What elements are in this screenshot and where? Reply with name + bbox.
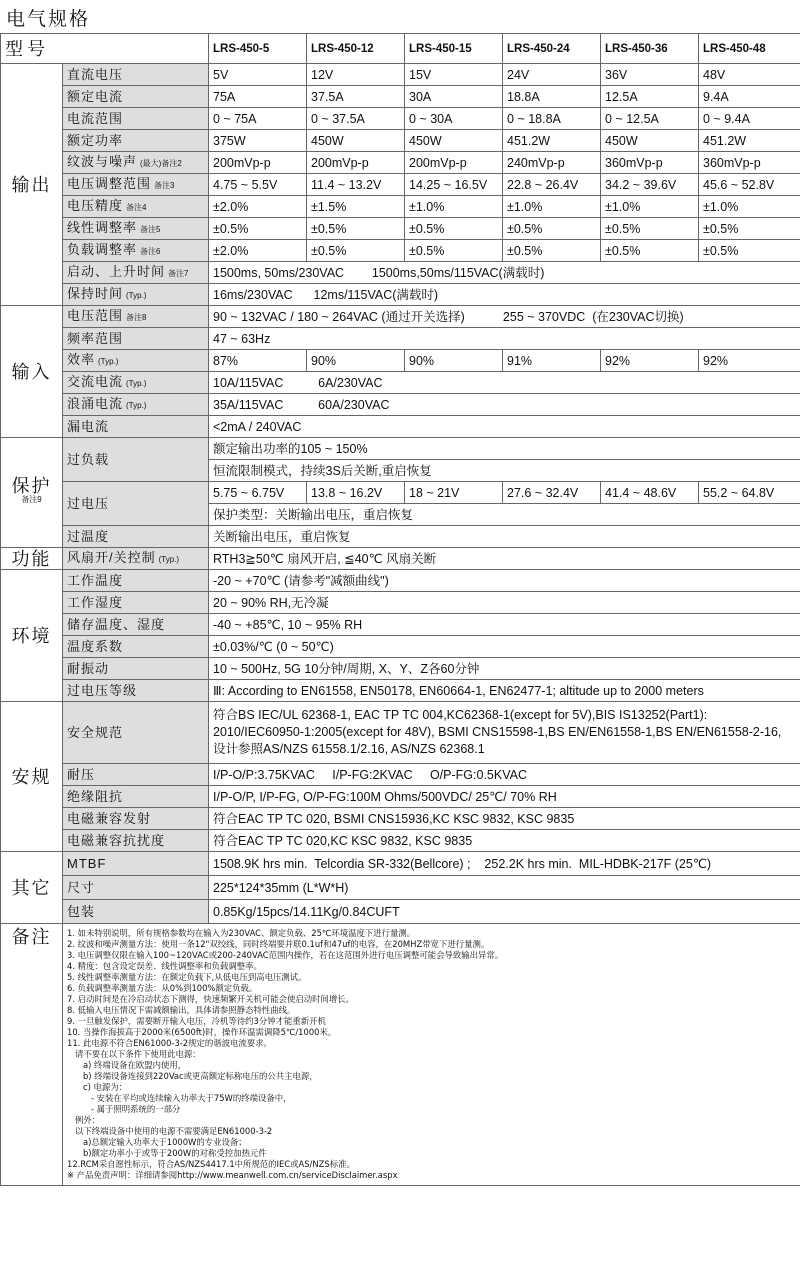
spec-value: 9.4A xyxy=(699,86,800,108)
spec-value: 16ms/230VAC 12ms/115VAC(满载时) xyxy=(209,284,800,306)
spec-row xyxy=(1,808,800,830)
param-label: 绝缘阻抗 xyxy=(63,786,209,808)
spec-value: 0 ~ 30A xyxy=(405,108,503,130)
spec-row xyxy=(1,152,800,174)
spec-row xyxy=(1,702,800,764)
param-label: 频率范围 xyxy=(63,328,209,350)
spec-value: 200mVp-p xyxy=(405,152,503,174)
spec-value: I/P-O/P, I/P-FG, O/P-FG:100M Ohms/500VDC/ 25℃/ 70% RH xyxy=(209,786,800,808)
spec-value: ±1.0% xyxy=(405,196,503,218)
section-notes: 备注 xyxy=(1,924,63,1186)
spec-value: 4.75 ~ 5.5V xyxy=(209,174,307,196)
spec-value: 20 ~ 90% RH,无冷凝 xyxy=(209,592,800,614)
model-row xyxy=(1,34,800,64)
spec-value: 34.2 ~ 39.6V xyxy=(601,174,699,196)
spec-value: 225*124*35mm (L*W*H) xyxy=(209,876,800,900)
spec-table xyxy=(0,33,800,1186)
spec-value: 92% xyxy=(699,350,800,372)
spec-row xyxy=(1,174,800,196)
spec-value: ±0.5% xyxy=(503,218,601,240)
spec-value: 12V xyxy=(307,64,405,86)
spec-value: ±0.5% xyxy=(699,240,800,262)
spec-value: ±0.5% xyxy=(601,218,699,240)
spec-row xyxy=(1,64,800,86)
spec-value: ±1.0% xyxy=(503,196,601,218)
spec-value: 10A/115VAC 6A/230VAC xyxy=(209,372,800,394)
section-environment: 环境 xyxy=(1,570,63,702)
spec-value: 关断输出电压，重启恢复 xyxy=(209,526,800,548)
spec-value: 450W xyxy=(601,130,699,152)
spec-value: ±2.0% xyxy=(209,240,307,262)
spec-value: 91% xyxy=(503,350,601,372)
spec-value: 36V xyxy=(601,64,699,86)
spec-value: 92% xyxy=(601,350,699,372)
param-label: 直流电压 xyxy=(63,64,209,86)
standards-line: 设计参照AS/NZS 61558.1/2.16, AS/NZS 62368.1 xyxy=(213,742,485,756)
spec-value: <2mA / 240VAC xyxy=(209,416,800,438)
spec-row xyxy=(1,482,800,504)
spec-value: 87% xyxy=(209,350,307,372)
param-label: 纹波与噪声 (最大)备注2 xyxy=(63,152,209,174)
spec-value: 90% xyxy=(307,350,405,372)
notes-text: 1. 如未特别说明，所有规格参数均在输入为230VAC、额定负载、25℃环境温度下进行量测。 2. 纹波和噪声测量方法：使用一条12"双绞线，同时终端要并联0.1uf和47uf的电容，在20MHZ带宽下进行量测。 3. 电压调整仅限在输入100~120VAC或200-240VAC范围内操作，若在这范围外进行电压调整可能会导致输出异常。 4. 精度：包含设定误差、线性调整率和负载调整率。 5. 线性调整率测量方法：在额定负载下,从低电压到高电压测试。 6. 负载调整率测量方法：从0%到100%额定负载。 7. 启动时间是在冷启动状态下测得，快速频繁开关机可能会使启动时间增长。 8. 低输入电压情况下需减额输出，具体请参照静态特性曲线。 9. 一旦触发保护，需要断开输入电压，冷机等待约3分钟才能重新开机 10. 当操作海拔高于2000米(6500ft)时，操作环温需调降5℃/1000米。 11. 此电源不符合EN61000-3-2规定的谐波电流要求。 请不要在以下条件下使用此电源： a) 终端设备在欧盟内使用， b) 终端设备连接到220Vac或更高额定标称电压的公共主电源， c) 电源为： - 安装在平均或连续输入功率大于75W的终端设备中， - 属于照明系统的一部分 例外： 以下终端设备中使用的电源不需要满足EN61000-3-2 a)总额定输入功率大于1000W的专业设备； b)额定功率小于或等于200W的对称受控加热元件 12.RCM采自愿性标示，符合AS/NZS4417.1中所规范的IEC或AS/NZS标准。 ※ 产品免责声明：详细请参阅http://www.meanwell.com.cn/serviceDisclaimer.aspx xyxy=(63,924,800,1186)
spec-value: ±0.5% xyxy=(405,240,503,262)
spec-value: ±0.5% xyxy=(405,218,503,240)
model-name: LRS-450-15 xyxy=(405,34,503,64)
param-label: 工作湿度 xyxy=(63,592,209,614)
spec-row xyxy=(1,196,800,218)
param-label: 包装 xyxy=(63,900,209,924)
spec-row xyxy=(1,416,800,438)
param-label: 过电压 xyxy=(63,482,209,526)
spec-value: 45.6 ~ 52.8V xyxy=(699,174,800,196)
spec-value: 0 ~ 75A xyxy=(209,108,307,130)
param-label: 电流范围 xyxy=(63,108,209,130)
spec-row xyxy=(1,852,800,876)
param-label: 电压精度 备注4 xyxy=(63,196,209,218)
param-label: 电压调整范围 备注3 xyxy=(63,174,209,196)
spec-value: ±2.0% xyxy=(209,196,307,218)
spec-value: 37.5A xyxy=(307,86,405,108)
spec-value: 451.2W xyxy=(503,130,601,152)
spec-value: 240mVp-p xyxy=(503,152,601,174)
param-label: 温度系数 xyxy=(63,636,209,658)
param-label: 启动、上升时间 备注7 xyxy=(63,262,209,284)
spec-value: ±0.5% xyxy=(307,218,405,240)
param-label: 耐压 xyxy=(63,764,209,786)
spec-value: 额定输出功率的105 ~ 150% xyxy=(209,438,800,460)
spec-value: 200mVp-p xyxy=(307,152,405,174)
spec-value: 48V xyxy=(699,64,800,86)
spec-value: 30A xyxy=(405,86,503,108)
param-label: 线性调整率 备注5 xyxy=(63,218,209,240)
spec-row xyxy=(1,130,800,152)
spec-value: 5.75 ~ 6.75V xyxy=(209,482,307,504)
spec-value: 18 ~ 21V xyxy=(405,482,503,504)
spec-value: 13.8 ~ 16.2V xyxy=(307,482,405,504)
section-protection: 保护 备注9 xyxy=(1,438,63,548)
spec-row xyxy=(1,786,800,808)
spec-value: 360mVp-p xyxy=(699,152,800,174)
spec-value: 14.25 ~ 16.5V xyxy=(405,174,503,196)
spec-row xyxy=(1,680,800,702)
param-label: 尺寸 xyxy=(63,876,209,900)
spec-row xyxy=(1,262,800,284)
spec-value: 360mVp-p xyxy=(601,152,699,174)
model-name: LRS-450-12 xyxy=(307,34,405,64)
spec-value: 18.8A xyxy=(503,86,601,108)
spec-row xyxy=(1,108,800,130)
spec-value: 符合EAC TP TC 020,KC KSC 9832, KSC 9835 xyxy=(209,830,800,852)
spec-row xyxy=(1,658,800,680)
spec-value: 0 ~ 12.5A xyxy=(601,108,699,130)
spec-row xyxy=(1,764,800,786)
param-label: 储存温度、湿度 xyxy=(63,614,209,636)
param-label: 电磁兼容发射 xyxy=(63,808,209,830)
spec-row xyxy=(1,830,800,852)
spec-row xyxy=(1,350,800,372)
spec-value: 75A xyxy=(209,86,307,108)
spec-value: 15V xyxy=(405,64,503,86)
section-function: 功能 xyxy=(1,548,63,570)
spec-row xyxy=(1,394,800,416)
spec-value: 保护类型：关断输出电压，重启恢复 xyxy=(209,504,800,526)
spec-value: ±0.03%/℃ (0 ~ 50℃) xyxy=(209,636,800,658)
spec-value: 90 ~ 132VAC / 180 ~ 264VAC (通过开关选择) 255 ~ 370VDC (在230VAC切换) xyxy=(209,306,800,328)
spec-value: -40 ~ +85℃, 10 ~ 95% RH xyxy=(209,614,800,636)
spec-value: 0 ~ 9.4A xyxy=(699,108,800,130)
spec-row xyxy=(1,328,800,350)
spec-value: Ⅲ: According to EN61558, EN50178, EN60664-1, EN62477-1; altitude up to 2000 meters xyxy=(209,680,800,702)
spec-value: I/P-O/P:3.75KVAC I/P-FG:2KVAC O/P-FG:0.5KVAC xyxy=(209,764,800,786)
spec-row xyxy=(1,438,800,460)
spec-row xyxy=(1,372,800,394)
model-name: LRS-450-5 xyxy=(209,34,307,64)
spec-value: 1500ms, 50ms/230VAC 1500ms,50ms/115VAC(满载时) xyxy=(209,262,800,284)
spec-row xyxy=(1,876,800,900)
param-label: MTBF xyxy=(63,852,209,876)
spec-value: 375W xyxy=(209,130,307,152)
param-label: 耐振动 xyxy=(63,658,209,680)
param-label: 负载调整率 备注6 xyxy=(63,240,209,262)
model-name: LRS-450-48 xyxy=(699,34,800,64)
spec-row xyxy=(1,86,800,108)
spec-row xyxy=(1,636,800,658)
notes-row xyxy=(1,924,800,1186)
spec-value: 0 ~ 37.5A xyxy=(307,108,405,130)
spec-value: 10 ~ 500Hz, 5G 10分钟/周期, X、Y、Z各60分钟 xyxy=(209,658,800,680)
spec-row xyxy=(1,592,800,614)
spec-value: 41.4 ~ 48.6V xyxy=(601,482,699,504)
param-label: 安全规范 xyxy=(63,702,209,764)
standards-line: 2010/IEC60950-1:2005(except for 48V), BSMI CNS15598-1,BS EN/EN61558-1,BS EN/EN61558-2-16, xyxy=(213,725,782,739)
spec-value: ±0.5% xyxy=(209,218,307,240)
spec-row xyxy=(1,570,800,592)
spec-value: ±0.5% xyxy=(699,218,800,240)
spec-value: 5V xyxy=(209,64,307,86)
section-input: 输入 xyxy=(1,306,63,438)
spec-value: 24V xyxy=(503,64,601,86)
spec-value: ±0.5% xyxy=(601,240,699,262)
standards-line: 符合BS IEC/UL 62368-1, EAC TP TC 004,KC62368-1(except for 5V),BIS IS13252(Part1): xyxy=(213,708,708,722)
spec-value xyxy=(209,702,800,764)
spec-value: 90% xyxy=(405,350,503,372)
spec-row xyxy=(1,614,800,636)
param-label: 过温度 xyxy=(63,526,209,548)
param-label: 额定功率 xyxy=(63,130,209,152)
section-safety: 安规 xyxy=(1,702,63,852)
spec-value: 450W xyxy=(405,130,503,152)
spec-value: 55.2 ~ 64.8V xyxy=(699,482,800,504)
param-label: 过电压等级 xyxy=(63,680,209,702)
spec-value: 22.8 ~ 26.4V xyxy=(503,174,601,196)
param-label: 过负载 xyxy=(63,438,209,482)
spec-value: 47 ~ 63Hz xyxy=(209,328,800,350)
spec-value: 200mVp-p xyxy=(209,152,307,174)
param-label: 交流电流 (Typ.) xyxy=(63,372,209,394)
model-name: LRS-450-36 xyxy=(601,34,699,64)
param-label: 工作温度 xyxy=(63,570,209,592)
param-label: 电磁兼容抗扰度 xyxy=(63,830,209,852)
param-label: 风扇开/关控制 (Typ.) xyxy=(63,548,209,570)
spec-row xyxy=(1,526,800,548)
spec-value: 450W xyxy=(307,130,405,152)
spec-value: 12.5A xyxy=(601,86,699,108)
param-label: 额定电流 xyxy=(63,86,209,108)
spec-value: 35A/115VAC 60A/230VAC xyxy=(209,394,800,416)
spec-value: RTH3≧50℃ 扇风开启, ≦40℃ 风扇关断 xyxy=(209,548,800,570)
section-output: 输出 xyxy=(1,64,63,306)
spec-value: ±1.0% xyxy=(699,196,800,218)
spec-value: ±0.5% xyxy=(503,240,601,262)
spec-value: ±1.5% xyxy=(307,196,405,218)
spec-value: 0 ~ 18.8A xyxy=(503,108,601,130)
spec-value: 0.85Kg/15pcs/14.11Kg/0.84CUFT xyxy=(209,900,800,924)
spec-row xyxy=(1,218,800,240)
param-label: 效率 (Typ.) xyxy=(63,350,209,372)
spec-row xyxy=(1,240,800,262)
spec-row xyxy=(1,900,800,924)
param-label: 保持时间 (Typ.) xyxy=(63,284,209,306)
spec-value: 符合EAC TP TC 020, BSMI CNS15936,KC KSC 9832, KSC 9835 xyxy=(209,808,800,830)
spec-row xyxy=(1,284,800,306)
section-others: 其它 xyxy=(1,852,63,924)
param-label: 电压范围 备注8 xyxy=(63,306,209,328)
model-label: 型号 xyxy=(1,34,209,64)
spec-value: 恒流限制模式，持续3S后关断,重启恢复 xyxy=(209,460,800,482)
spec-value: ±0.5% xyxy=(307,240,405,262)
spec-row xyxy=(1,306,800,328)
spec-value: ±1.0% xyxy=(601,196,699,218)
param-label: 漏电流 xyxy=(63,416,209,438)
param-label: 浪涌电流 (Typ.) xyxy=(63,394,209,416)
spec-value: 1508.9K hrs min. Telcordia SR-332(Bellcore) ; 252.2K hrs min. MIL-HDBK-217F (25℃) xyxy=(209,852,800,876)
model-name: LRS-450-24 xyxy=(503,34,601,64)
spec-value: -20 ~ +70℃ (请参考"减额曲线") xyxy=(209,570,800,592)
spec-value: 11.4 ~ 13.2V xyxy=(307,174,405,196)
spec-value: 451.2W xyxy=(699,130,800,152)
page-title: 电气规格 xyxy=(6,8,91,30)
spec-value: 27.6 ~ 32.4V xyxy=(503,482,601,504)
spec-row xyxy=(1,548,800,570)
